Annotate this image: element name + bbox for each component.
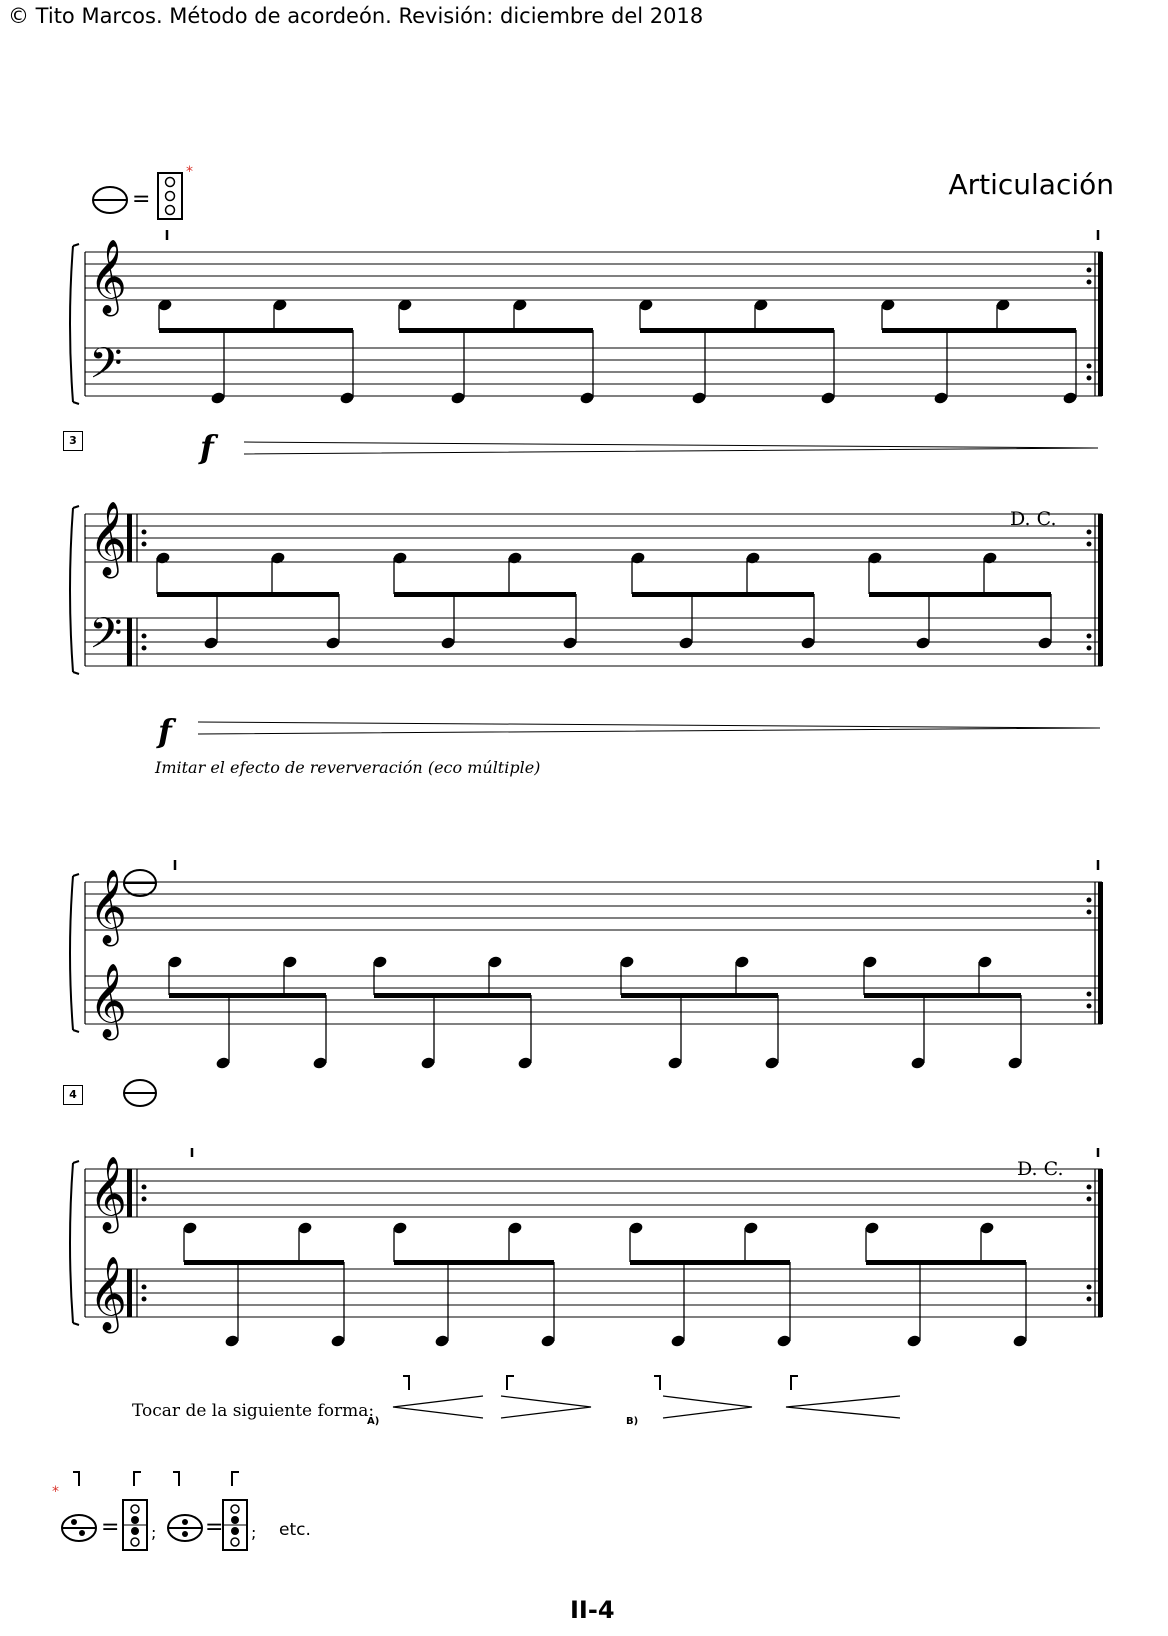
bass-clef-icon: 𝄢 — [89, 339, 123, 399]
decrescendo-hairpin — [198, 722, 1100, 734]
repeat-end-thick — [1098, 514, 1103, 666]
asterisk-icon: * — [186, 164, 193, 180]
note-beam — [169, 993, 326, 998]
system-number: 4 — [63, 1085, 83, 1105]
repeat-dot — [1087, 530, 1092, 535]
bracket-hook — [73, 874, 79, 876]
system-bracket — [70, 1163, 73, 1323]
bracket-hook — [73, 1030, 79, 1032]
form-label-b: B) — [626, 1416, 639, 1427]
svg-text:;: ; — [251, 1523, 257, 1542]
repeat-start-thick — [127, 1269, 132, 1317]
system-bracket — [70, 508, 73, 672]
repeat-dot — [1087, 634, 1092, 639]
repeat-dot — [1087, 364, 1092, 369]
treble-clef-icon: 𝄞 — [89, 1157, 127, 1231]
note-beam — [630, 1260, 790, 1265]
page-number: II-4 — [570, 1596, 615, 1624]
repeat-dot — [142, 646, 147, 651]
etc-text: etc. — [279, 1520, 311, 1540]
note-beam — [394, 592, 576, 597]
bellows-legend — [90, 160, 210, 230]
treble-clef-icon: 𝄞 — [89, 870, 127, 944]
repeat-start-thick — [127, 618, 132, 666]
repeat-dot — [1087, 1004, 1092, 1009]
repeat-end-thick — [1098, 882, 1103, 1024]
svg-text:;: ; — [151, 1523, 157, 1542]
repeat-dot — [1087, 1197, 1092, 1202]
note-beam — [882, 328, 1076, 333]
repeat-dot — [1087, 376, 1092, 381]
note-beam — [399, 328, 593, 333]
treble-clef-icon: 𝄞 — [89, 240, 127, 314]
repeat-dot — [1087, 542, 1092, 547]
play-form-text: Tocar de la siguiente forma: — [132, 1401, 375, 1421]
dynamic-marking: f — [200, 428, 214, 466]
repeat-dot — [142, 530, 147, 535]
note-beam — [866, 1260, 1026, 1265]
repeat-dot — [1087, 992, 1092, 997]
repeat-dot — [1087, 268, 1092, 273]
form-label-a: A) — [367, 1416, 380, 1427]
section-title: Articulación — [948, 168, 1114, 201]
svg-text:=: = — [132, 187, 151, 212]
repeat-dot — [1087, 898, 1092, 903]
bracket-hook — [73, 244, 79, 246]
bracket-hook — [73, 506, 79, 508]
repeat-dot — [142, 1297, 147, 1302]
note-beam — [157, 592, 339, 597]
system-bracket — [70, 876, 73, 1030]
decrescendo-hairpin — [244, 442, 1098, 454]
treble-clef-icon: 𝄞 — [89, 1257, 127, 1331]
repeat-dot — [142, 542, 147, 547]
repeat-start-thick — [127, 1169, 132, 1217]
bracket-hook — [73, 672, 79, 674]
treble-clef-icon: 𝄞 — [89, 502, 127, 576]
note-beam — [869, 592, 1051, 597]
treble-clef-icon: 𝄞 — [89, 964, 127, 1038]
dynamic-marking: f — [158, 712, 172, 750]
bracket-hook — [73, 1323, 79, 1325]
svg-text:=: = — [205, 1515, 224, 1540]
bellows-direction-mark — [1098, 1148, 1105, 1157]
bellows-direction-mark — [1098, 230, 1105, 240]
music-system-3 — [0, 860, 1168, 1120]
bellows-direction-mark — [160, 230, 167, 240]
repeat-dot — [142, 1285, 147, 1290]
music-system-1 — [0, 230, 1168, 460]
system-bracket — [70, 246, 73, 402]
bracket-hook — [73, 402, 79, 404]
repeat-start-thick — [127, 514, 132, 562]
bass-clef-icon: 𝄢 — [89, 609, 123, 669]
bellows-footnote — [45, 1470, 285, 1570]
music-system-2 — [0, 502, 1168, 752]
note-beam — [632, 592, 814, 597]
note-beam — [640, 328, 834, 333]
copyright-header: © Tito Marcos. Método de acordeón. Revisión: diciembre del 2018 — [8, 4, 704, 28]
bracket-hook — [73, 1161, 79, 1163]
note-beam — [864, 993, 1021, 998]
svg-text:=: = — [101, 1515, 120, 1540]
bellows-direction-mark — [168, 860, 175, 870]
note-beam — [159, 328, 353, 333]
bellows-direction-mark — [185, 1148, 192, 1157]
repeat-dot — [1087, 910, 1092, 915]
repeat-dot — [1087, 280, 1092, 285]
play-form-hairpins — [380, 1370, 920, 1440]
note-beam — [621, 993, 778, 998]
dc-marking: D. C. — [1010, 508, 1057, 530]
repeat-dot — [1087, 646, 1092, 651]
repeat-dot — [142, 634, 147, 639]
dc-marking: D. C. — [1017, 1158, 1064, 1180]
repeat-dot — [142, 1197, 147, 1202]
asterisk-icon: * — [52, 1484, 59, 1500]
repeat-dot — [1087, 1185, 1092, 1190]
note-beam — [394, 1260, 554, 1265]
repeat-end-thick — [1098, 1169, 1103, 1317]
note-beam — [184, 1260, 344, 1265]
instruction-text: Imitar el efecto de reververación (eco múltiple) — [155, 758, 541, 777]
repeat-end-thick — [1098, 252, 1103, 396]
system-number: 3 — [63, 431, 83, 451]
music-system-4 — [0, 1148, 1168, 1368]
repeat-dot — [1087, 1297, 1092, 1302]
note-beam — [374, 993, 531, 998]
repeat-dot — [142, 1185, 147, 1190]
bellows-direction-mark — [1098, 860, 1105, 870]
repeat-dot — [1087, 1285, 1092, 1290]
